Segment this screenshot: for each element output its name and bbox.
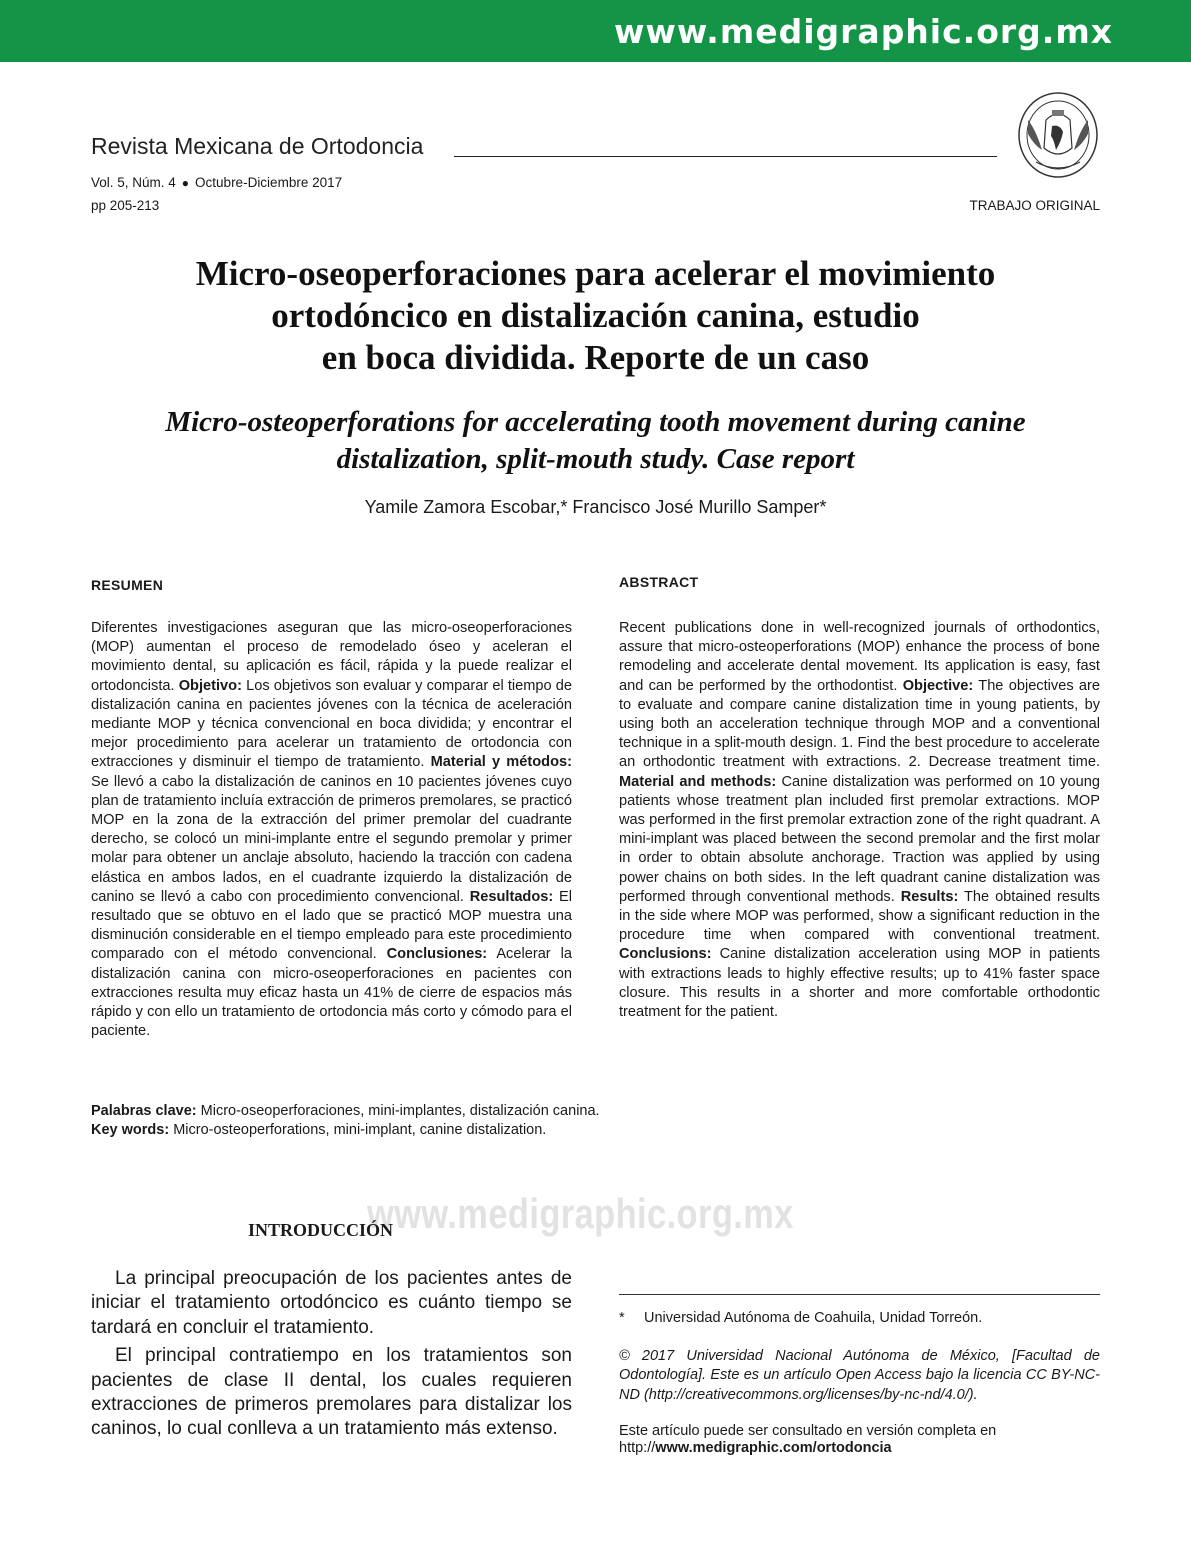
consult-url-prefix: http:// — [619, 1440, 656, 1456]
abstract-conclusions: Canine distalization acceleration using MOP in patients with extractions leads to highly effective results; up to 41% faster space closure. This results in a shorter and more comfortable orthodontic treatment for the patient. — [619, 946, 1101, 1021]
keywords-en-label: Key words: — [91, 1122, 170, 1138]
abstract-results: The obtained results in the side where MOP was performed, show a significant reduction in the procedure time when compared with conventional treatment. — [619, 888, 1100, 944]
abstract-methods: Canine distalization was performed on 10 young patients whose treatment plan included first premolar extractions. MOP was performed in the first premolar extraction zone of the right quadrant. A mini-implant was placed between the second premolar and the first molar in order to obtain absolute anchorage. Traction was applied by using power chains on both sides. In the left quadrant canine distalization was performed through conventional methods. — [619, 773, 1100, 905]
abstract-body — [619, 619, 1100, 1022]
consult-link[interactable] — [619, 1440, 996, 1457]
intro-paragraph: La principal preocupación de los pacientes antes de iniciar el tratamiento ortodóncico es cuánto tiempo se tardará en concluir el tratamiento. — [91, 1268, 572, 1338]
keywords — [91, 1102, 600, 1140]
title-english — [100, 404, 1091, 478]
keywords-es-label: Palabras clave: — [91, 1103, 197, 1119]
title-es-line: ortodóncico en distalización canina, estudio — [271, 296, 920, 335]
issue-date: Octubre-Diciembre 2017 — [195, 175, 343, 190]
journal-rule — [454, 156, 997, 157]
abstract-objective-label: Objective: — [902, 677, 974, 694]
footnote-rule — [619, 1294, 1100, 1295]
abstract-heading: ABSTRACT — [619, 574, 699, 590]
introduction-body — [91, 1267, 572, 1446]
resumen-conclusions-label: Conclusiones: — [386, 946, 488, 963]
top-banner — [0, 0, 1191, 62]
resumen-results: El resultado que se obtuvo en el lado que se practicó MOP muestra una disminución considerable en el tiempo empleado para este procedimiento comparado con el método convencional. — [91, 888, 572, 963]
volume: Vol. 5, Núm. 4 — [91, 175, 176, 190]
authors: Yamile Zamora Escobar,* Francisco José Murillo Samper* — [364, 497, 827, 517]
title-spanish — [100, 253, 1091, 379]
keywords-en-text: Micro-osteoperforations, mini-implant, canine distalization. — [173, 1122, 547, 1138]
bullet-icon: ● — [181, 176, 190, 190]
resumen-methods-label: Material y métodos: — [430, 754, 572, 771]
resumen-conclusions: Acelerar la distalización canina con micro-oseoperforaciones en pacientes con extracciones resulta muy eficaz hasta un 41% de cierre de espacios más rápido y con ello un tratamiento de ortodoncia más corto y cómodo para el paciente. — [91, 946, 572, 1040]
resumen-heading: RESUMEN — [91, 577, 164, 593]
resumen-methods: Se llevó a cabo la distalización de caninos en 10 pacientes jóvenes cuyo plan de tratamiento incluía extracción de primeros premolares, se practicó MOP en la zona de la extracción del primer premolar del cuadrante derecho, se colocó un mini-implante entre el segundo premolar y primer molar para obtener un anclaje absoluto, haciendo la tracción con cadena elástica en ambos lados, en el cuadrante izquierdo la distalización de canino se llevó a cabo con procedimiento convencional. — [91, 773, 572, 905]
intro-paragraph: El principal contratiempo en los tratamientos son pacientes de clase II dental, los cuales requieren extracciones de primeros premolares para distalizar los caninos, lo cual conlleva a un tratamiento más extenso. — [91, 1345, 572, 1440]
resumen-body — [91, 619, 572, 1041]
journal-name: Revista Mexicana de Ortodoncia — [91, 133, 424, 159]
abstract-results-label: Results: — [900, 888, 959, 905]
consult-note — [619, 1423, 996, 1457]
banner-url[interactable]: www.medigraphic.org.mx — [613, 12, 1113, 51]
keywords-es-text: Micro-oseoperforaciones, mini-implantes, distalización canina. — [200, 1103, 600, 1119]
title-es-line: en boca dividida. Reporte de un caso — [321, 338, 870, 377]
consult-url[interactable]: www.medigraphic.com/ortodoncia — [655, 1440, 892, 1456]
page-range: pp 205-213 — [91, 198, 160, 213]
resumen-results-label: Resultados: — [469, 888, 554, 905]
issue-line — [91, 175, 342, 190]
title-en-line: distalization, split-mouth study. Case report — [336, 443, 855, 475]
resumen-intro: Diferentes investigaciones aseguran que las micro-oseoperforaciones (MOP) aumentan el proceso de remodelado óseo y aceleran el movimiento dental, su aplicación es fácil, rápida y la puede realizar el ortodoncista. — [91, 620, 572, 694]
abstract-conclusions-label: Conclusions: — [619, 946, 712, 963]
abstract-intro: Recent publications done in well-recognized journals of orthodontics, assure that micro-osteoperforations (MOP) enhance the process of bone remodeling and accelerate dental movement. Its application is easy, fast and can be performed by the orthodontist. — [619, 620, 1100, 694]
consult-text: Este artículo puede ser consultado en versión completa en — [619, 1423, 997, 1439]
abstract-methods-label: Material and methods: — [619, 773, 777, 790]
title-en-line: Micro-osteoperforations for accelerating tooth movement during canine — [165, 406, 1026, 438]
watermark: www.medigraphic.org.mx — [367, 1190, 794, 1237]
affiliation-footnote — [619, 1310, 982, 1326]
keywords-es — [91, 1102, 600, 1121]
resumen-objective: Los objetivos son evaluar y comparar el tiempo de distalización canina en pacientes jóvenes con la técnica de aceleración mediante MOP y técnica convencional en boca dividida; y encontrar el mejor procedimiento para acelerar un tratamiento de ortodoncia con extracciones y disminuir el tiempo de tratamiento. — [91, 677, 572, 771]
unam-seal-icon — [1016, 90, 1100, 180]
article-type: TRABAJO ORIGINAL — [969, 198, 1100, 213]
resumen-objective-label: Objetivo: — [178, 677, 242, 694]
footnote-marker: * — [619, 1310, 625, 1326]
keywords-en — [91, 1121, 600, 1140]
title-es-line: Micro-oseoperforaciones para acelerar el movimiento — [195, 254, 996, 293]
abstract-objective: The objectives are to evaluate and compare canine distalization time in young patients, by using both an acceleration technique through MOP and a conventional technique in a split-mouth design. 1. Find the best procedure to accelerate an orthodontic treatment with extractions. 2. Decrease treatment time. — [619, 677, 1100, 771]
affiliation: Universidad Autónoma de Coahuila, Unidad Torreón. — [644, 1310, 983, 1326]
introduction-heading: INTRODUCCIÓN — [248, 1220, 394, 1240]
license-text: © 2017 Universidad Nacional Autónoma de México, [Facultad de Odontología]. Este es un artículo Open Access bajo la licencia CC BY-NC-ND (http://creativecommons.org/licenses/by-nc-nd/4.0/). — [619, 1348, 1100, 1403]
